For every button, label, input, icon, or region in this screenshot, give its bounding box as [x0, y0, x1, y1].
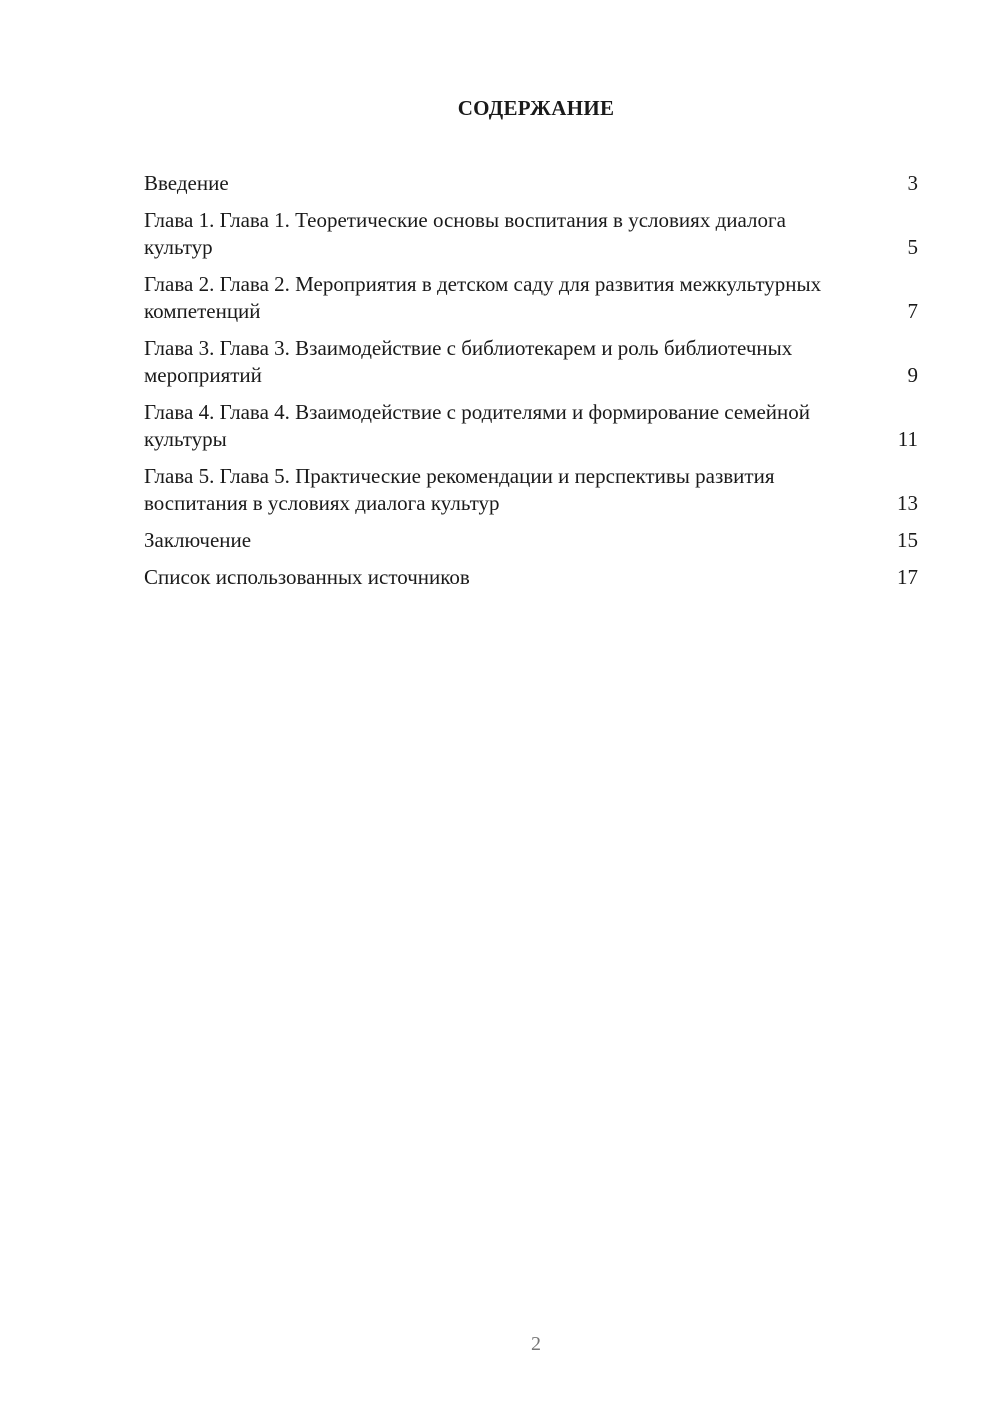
toc-entry-chapter-5[interactable]	[144, 463, 918, 517]
page-number: 2	[531, 1333, 541, 1355]
toc-entry-page: 15	[897, 528, 918, 552]
toc-entry-page: 9	[907, 363, 918, 387]
toc-entry-title: Введение	[144, 171, 229, 195]
toc-entry-title: Глава 4. Глава 4. Взаимодействие с родителями и формирование семейной культуры	[144, 400, 810, 451]
toc-entry-title: Список использованных источников	[144, 565, 470, 589]
toc-entry-chapter-4[interactable]	[144, 399, 918, 453]
toc-entry-title: Глава 3. Глава 3. Взаимодействие с библиотекарем и роль библиотечных мероприятий	[144, 336, 793, 387]
toc-entry-chapter-2[interactable]	[144, 271, 918, 325]
toc-entry-page: 17	[897, 565, 918, 589]
toc-entry-title: Заключение	[144, 528, 252, 552]
toc-entry-chapter-3[interactable]	[144, 335, 918, 389]
toc-entry-page: 7	[907, 299, 918, 323]
toc-heading: СОДЕРЖАНИЕ	[457, 96, 615, 120]
toc-entry-references[interactable]	[144, 564, 918, 591]
toc-entry-chapter-1[interactable]	[144, 207, 918, 261]
toc-entry-title: Глава 2. Глава 2. Мероприятия в детском саду для развития межкультурных компетенций	[144, 272, 822, 323]
table-of-contents	[144, 170, 918, 601]
toc-entry-title: Глава 5. Глава 5. Практические рекомендации и перспективы развития воспитания в условиях диалога культур	[144, 464, 775, 515]
toc-entry-page: 3	[907, 171, 918, 195]
toc-entry-page: 11	[897, 427, 918, 451]
toc-entry-page: 5	[907, 235, 918, 259]
toc-entry-conclusion[interactable]	[144, 527, 918, 554]
toc-entry-page: 13	[897, 491, 918, 515]
toc-entry-title: Глава 1. Глава 1. Теоретические основы воспитания в условиях диалога культур	[144, 208, 786, 259]
toc-entry-introduction[interactable]	[144, 170, 918, 197]
